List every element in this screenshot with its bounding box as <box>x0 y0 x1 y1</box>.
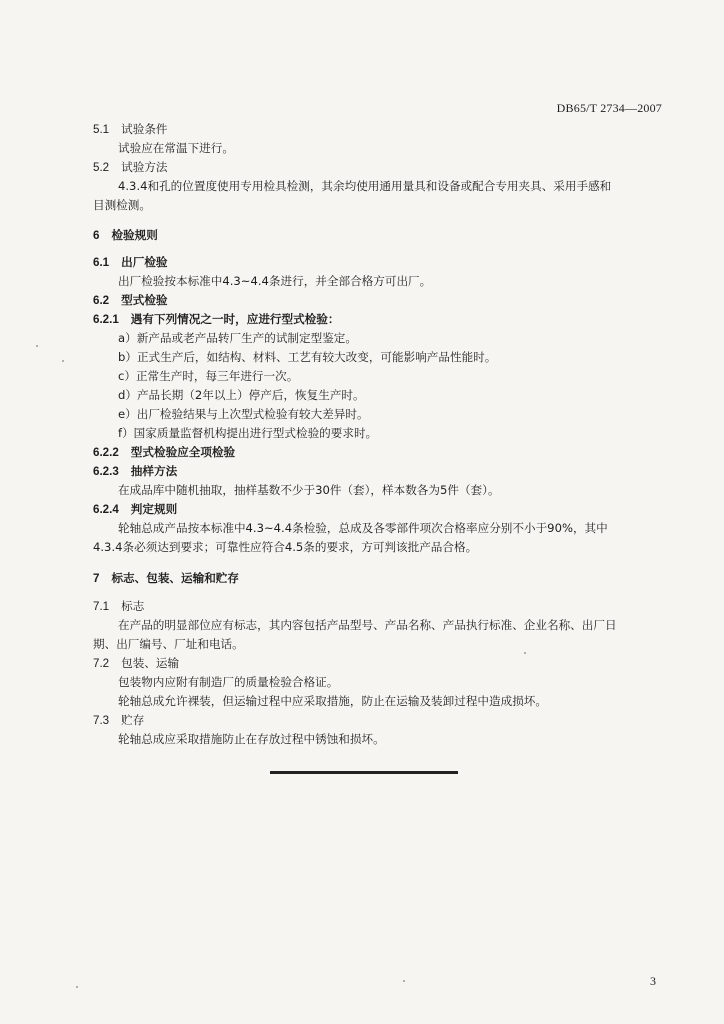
section-6-1-heading <box>93 254 168 271</box>
section-title: 试验方法 <box>121 160 168 174</box>
end-divider <box>270 771 458 774</box>
section-7-2-body-line-1: 包装物内应附有制造厂的质量检验合格证。 <box>118 675 339 689</box>
scan-speck <box>403 980 405 982</box>
section-6-2-4-body-line-1: 轮轴总成产品按本标准中4.3~4.4条检验，总成及各零部件项次合格率应分别不小于90%，其中 <box>118 521 608 535</box>
section-7-3-body: 轮轴总成应采取措施防止在存放过程中锈蚀和损坏。 <box>118 732 385 746</box>
section-title: 遇有下列情况之一时，应进行型式检验： <box>130 312 340 326</box>
section-7-1-body-line-1: 在产品的明显部位应有标志，其内容包括产品型号、产品名称、产品执行标准、企业名称、出厂日 <box>118 618 617 632</box>
section-number: 6.2 <box>93 294 110 307</box>
section-number: 7.3 <box>93 714 110 727</box>
section-title: 试验条件 <box>121 122 168 136</box>
section-6-2-2-heading <box>93 444 235 461</box>
section-number: 7 <box>93 572 100 585</box>
section-6-2-4-body-line-2: 4.3.4条必须达到要求；可靠性应符合4.5条的要求，方可判该批产品合格。 <box>93 540 478 554</box>
list-item: b）正式生产后，如结构、材料、工艺有较大改变，可能影响产品性能时。 <box>118 350 497 364</box>
section-title: 型式检验应全项检验 <box>130 445 236 459</box>
section-7-1-heading <box>93 598 144 615</box>
section-title: 包装、运输 <box>121 656 180 670</box>
section-7-2-heading <box>93 655 179 672</box>
section-6-2-heading <box>93 292 168 309</box>
scan-speck <box>524 652 526 654</box>
list-item: c）正常生产时，每三年进行一次。 <box>118 369 299 383</box>
section-number: 6.2.1 <box>93 313 119 326</box>
section-title: 抽样方法 <box>130 464 178 478</box>
section-title: 标志、包装、运输和贮存 <box>111 571 239 585</box>
section-title: 贮存 <box>121 713 145 727</box>
section-number: 6 <box>93 229 100 242</box>
section-6-2-1-heading <box>93 311 340 328</box>
section-number: 5.2 <box>93 161 110 174</box>
section-title: 标志 <box>121 599 145 613</box>
section-7-3-heading <box>93 712 144 729</box>
list-item: a）新产品或老产品转厂生产的试制定型鉴定。 <box>118 331 357 345</box>
section-6-heading <box>93 227 158 244</box>
section-7-2-body-line-2: 轮轴总成允许裸装，但运输过程中应采取措施，防止在运输及装卸过程中造成损坏。 <box>118 694 547 708</box>
section-number: 6.2.2 <box>93 446 119 459</box>
section-6-2-3-heading <box>93 463 177 480</box>
section-6-2-4-heading <box>93 501 177 518</box>
section-title: 出厂检验 <box>121 255 168 269</box>
page-number: 3 <box>650 974 656 988</box>
scan-speck <box>76 986 78 988</box>
section-number: 6.2.3 <box>93 465 119 478</box>
section-5-2-body-line-1: 4.3.4和孔的位置度使用专用检具检测，其余均使用通用量具和设备或配合专用夹具、采用手感和 <box>118 179 612 193</box>
section-6-1-body: 出厂检验按本标准中4.3~4.4条进行，并全部合格方可出厂。 <box>118 274 432 288</box>
section-number: 7.1 <box>93 600 110 613</box>
standard-code: DB65/T 2734—2007 <box>556 101 662 115</box>
section-title: 型式检验 <box>121 293 168 307</box>
section-number: 5.1 <box>93 123 110 136</box>
scan-speck <box>62 360 64 362</box>
section-title: 判定规则 <box>130 502 178 516</box>
list-item: e）出厂检验结果与上次型式检验有较大差异时。 <box>118 407 369 421</box>
scan-speck <box>36 345 38 347</box>
section-number: 6.2.4 <box>93 503 119 516</box>
section-5-1-body: 试验应在常温下进行。 <box>118 141 234 155</box>
section-7-heading <box>93 570 239 587</box>
section-7-1-body-line-2: 期、出厂编号、厂址和电话。 <box>93 637 244 651</box>
list-item: f）国家质量监督机构提出进行型式检验的要求时。 <box>118 426 378 440</box>
section-6-2-3-body: 在成品库中随机抽取，抽样基数不少于30件（套），样本数各为5件（套）。 <box>118 483 500 497</box>
section-number: 7.2 <box>93 657 110 670</box>
section-5-2-heading <box>93 159 168 176</box>
section-number: 6.1 <box>93 256 110 269</box>
section-5-2-body-line-2: 目测检测。 <box>93 198 151 212</box>
section-5-1-heading <box>93 121 168 138</box>
section-title: 检验规则 <box>111 228 158 242</box>
list-item: d）产品长期（2年以上）停产后，恢复生产时。 <box>118 388 365 402</box>
